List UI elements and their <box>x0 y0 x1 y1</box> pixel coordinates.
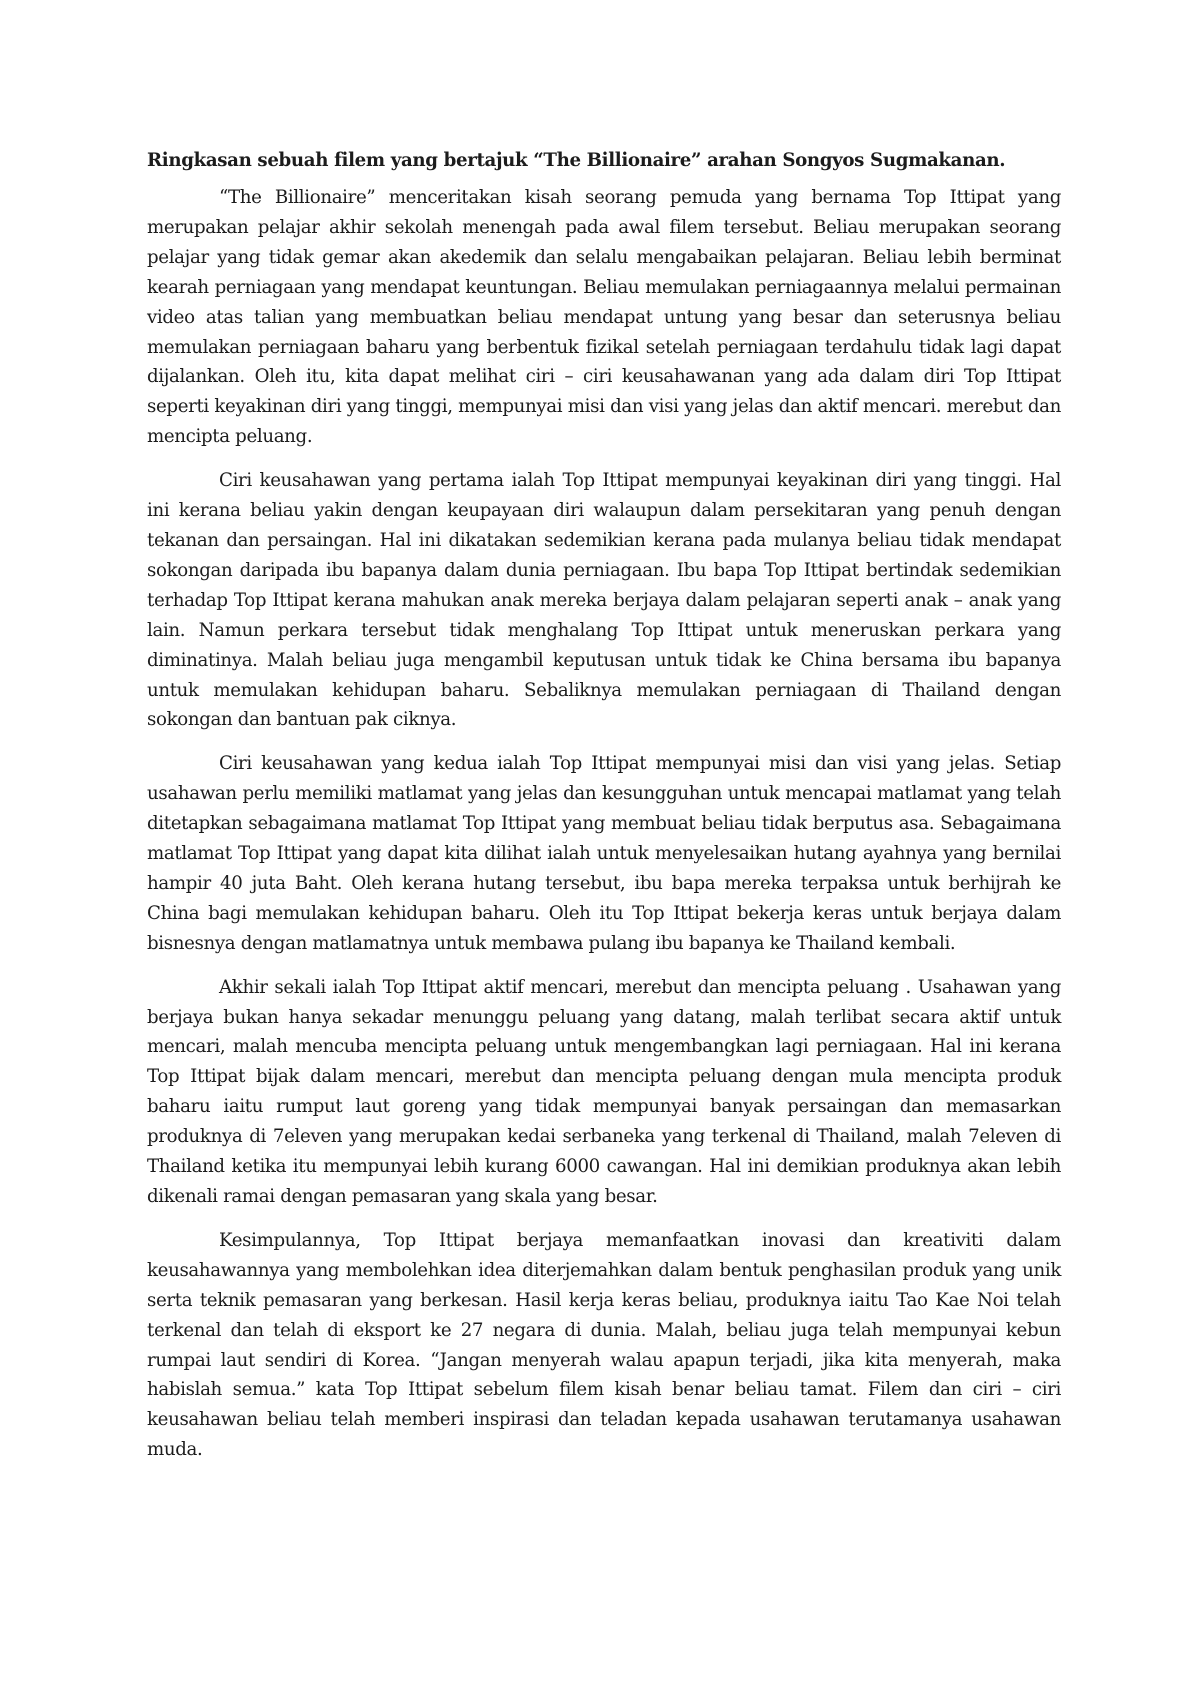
paragraph-conclusion: Kesimpulannya, Top Ittipat berjaya memanfaatkan inovasi dan kreativiti dalam keusahawannya yang membolehkan idea diterjemahkan dalam bentuk penghasilan produk yang unik serta teknik pemasaran yang berkesan. Hasil kerja keras beliau, produknya iaitu Tao Kae Noi telah terkenal dan telah di eksport ke 27 negara di dunia. Malah, beliau juga telah mempunyai kebun rumpai laut sendiri di Korea. “Jangan menyerah walau apapun terjadi, jika kita menyerah, maka habislah semua.” kata Top Ittipat sebelum filem kisah benar beliau tamat. Filem dan ciri – ciri keusahawan beliau telah memberi inspirasi dan teladan kepada usahawan terutamanya usahawan muda. <box>147 1229 1061 1461</box>
document-title: Ringkasan sebuah filem yang bertajuk “The Billionaire” arahan Songyos Sugmakanan. <box>147 150 1006 171</box>
paragraph-third-trait: Akhir sekali ialah Top Ittipat aktif mencari, merebut dan mencipta peluang . Usahawan yang berjaya bukan hanya sekadar menunggu peluang yang datang, malah terlibat secara aktif untuk mencari, malah mencuba mencipta peluang untuk mengembangkan lagi perniagaan. Hal ini kerana Top Ittipat bijak dalam mencari, merebut dan mencipta peluang dengan mula mencipta produk baharu iaitu rumput laut goreng yang tidak mempunyai banyak persaingan dan memasarkan produknya di 7eleven yang merupakan kedai serbaneka yang terkenal di Thailand, malah 7eleven di Thailand ketika itu mempunyai lebih kurang 6000 cawangan. Hal ini demikian produknya akan lebih dikenali ramai dengan pemasaran yang skala yang besar. <box>147 976 1061 1207</box>
document-body <box>147 146 1061 1479</box>
paragraph-introduction: “The Billionaire” menceritakan kisah seorang pemuda yang bernama Top Ittipat yang merupakan pelajar akhir sekolah menengah pada awal filem tersebut. Beliau merupakan seorang pelajar yang tidak gemar akan akedemik dan selalu mengabaikan pelajaran. Beliau lebih berminat kearah perniagaan yang mendapat keuntungan. Beliau memulakan perniagaannya melalui permainan video atas talian yang membuatkan beliau mendapat untung yang besar dan seterusnya beliau memulakan perniagaan baharu yang berbentuk fizikal setelah perniagaan terdahulu tidak lagi dapat dijalankan. Oleh itu, kita dapat melihat ciri – ciri keusahawanan yang ada dalam diri Top Ittipat seperti keyakinan diri yang tinggi, mempunyai misi dan visi yang jelas dan aktif mencari. merebut dan mencipta peluang. <box>147 187 1061 448</box>
paragraph-first-trait: Ciri keusahawan yang pertama ialah Top Ittipat mempunyai keyakinan diri yang tinggi. Hal ini kerana beliau yakin dengan keupayaan diri walaupun dalam persekitaran yang penuh dengan tekanan dan persaingan. Hal ini dikatakan sedemikian kerana pada mulanya beliau tidak mendapat sokongan daripada ibu bapanya dalam dunia perniagaan. Ibu bapa Top Ittipat bertindak sedemikian terhadap Top Ittipat kerana mahukan anak mereka berjaya dalam pelajaran seperti anak – anak yang lain. Namun perkara tersebut tidak menghalang Top Ittipat untuk meneruskan perkara yang diminatinya. Malah beliau juga mengambil keputusan untuk tidak ke China bersama ibu bapanya untuk memulakan kehidupan baharu. Sebaliknya memulakan perniagaan di Thailand dengan sokongan dan bantuan pak ciknya. <box>147 470 1061 731</box>
paragraph-second-trait: Ciri keusahawan yang kedua ialah Top Ittipat mempunyai misi dan visi yang jelas. Setiap usahawan perlu memiliki matlamat yang jelas dan kesungguhan untuk mencapai matlamat yang telah ditetapkan sebagaimana matlamat Top Ittipat yang membuat beliau tidak berputus asa. Sebagaimana matlamat Top Ittipat yang dapat kita dilihat ialah untuk menyelesaikan hutang ayahnya yang bernilai hampir 40 juta Baht. Oleh kerana hutang tersebut, ibu bapa mereka terpaksa untuk berhijrah ke China bagi memulakan kehidupan baharu. Oleh itu Top Ittipat bekerja keras untuk berjaya dalam bisnesnya dengan matlamatnya untuk membawa pulang ibu bapanya ke Thailand kembali. <box>147 753 1061 954</box>
